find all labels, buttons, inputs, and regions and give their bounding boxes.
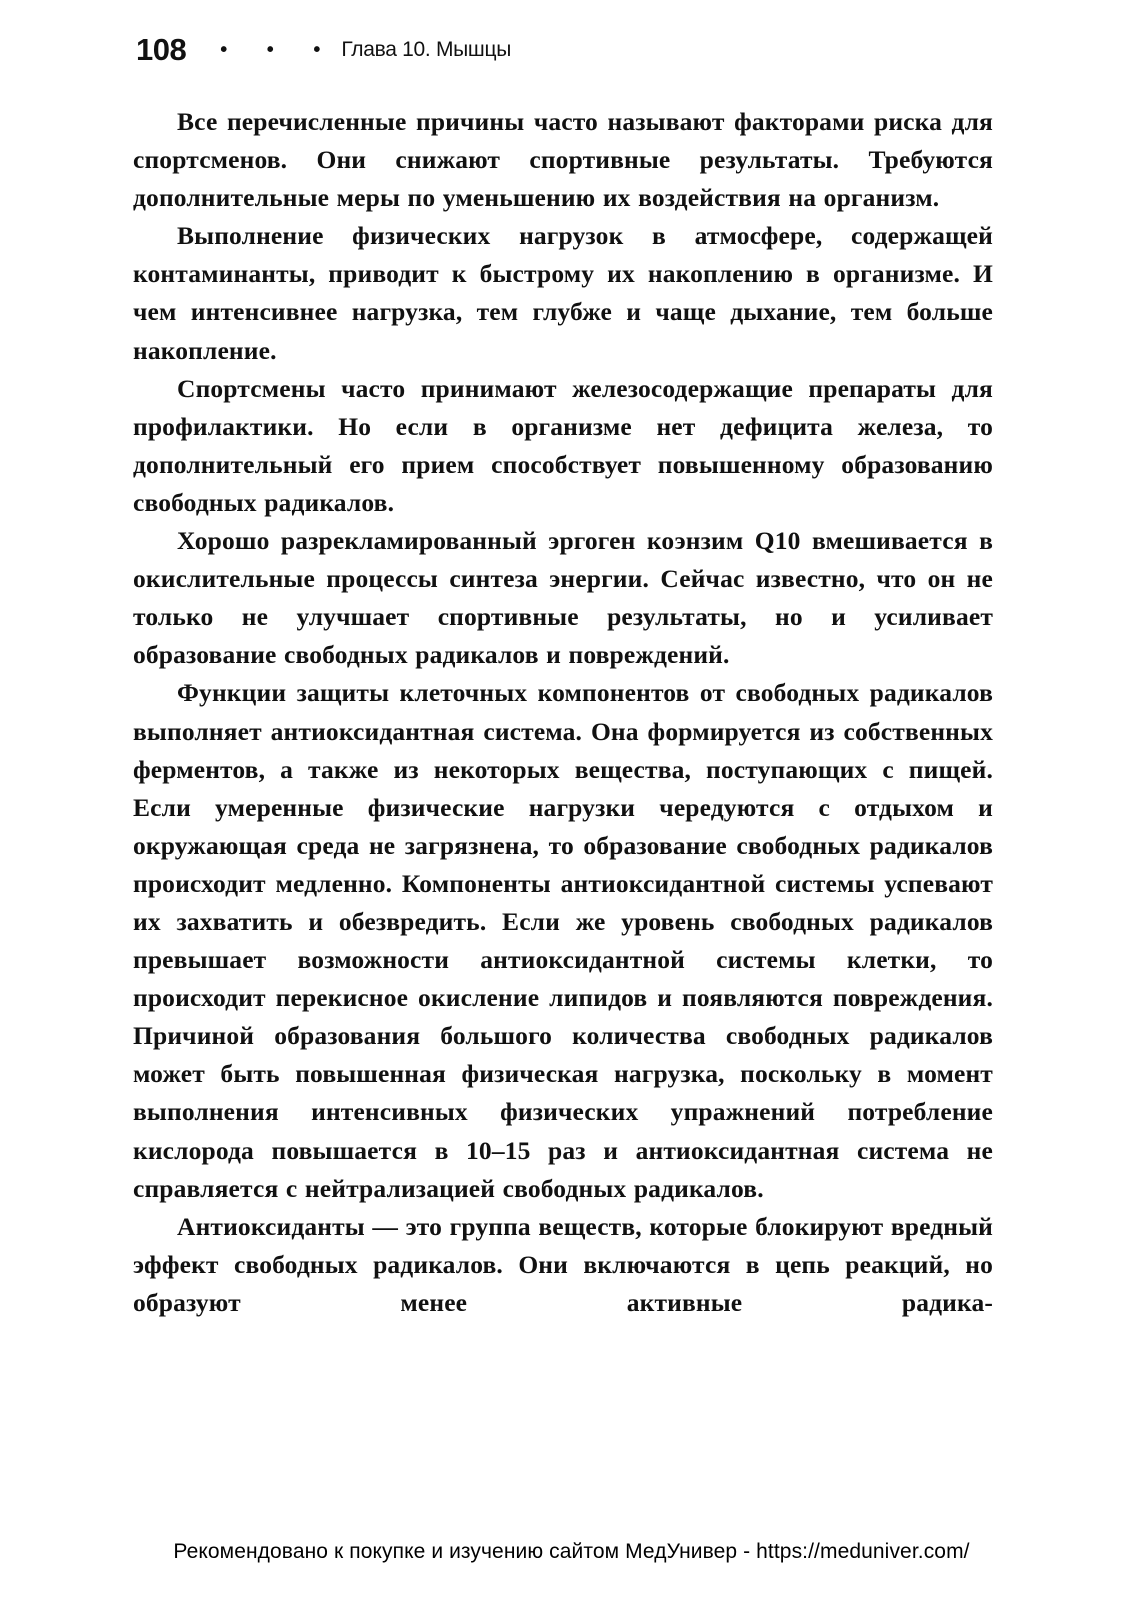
paragraph-contaminants: Выполнение физических нагрузок в атмосфере, содержащей контаминанты, приводит к быстрому их накоплению в организме. И чем интенсивнее нагрузка, тем глубже и чаще дыхание, тем больше накопление.	[133, 221, 993, 365]
paragraph-antioxidants: Антиоксиданты — это группа веществ, которые блокируют вредный эффект свободных радикалов. Они включаются в цепь реакций, но образуют менее активные радика-	[133, 1211, 993, 1317]
paragraph-iron-supplements: Спортсмены часто принимают железосодержащие препараты для профилактики. Но если в организме нет дефицита железа, то дополнительный его прием способствует повышенному образованию свободных радикалов.	[133, 373, 993, 517]
paragraph-coenzyme-q10: Хорошо разрекламированный эргоген коэнзим Q10 вмешивается в окислительные процессы синтеза энергии. Сейчас известно, что он не только не улучшает спортивные результаты, но и усиливает образование свободных радикалов и повреждений.	[133, 526, 993, 670]
paragraph-antioxidant-system: Функции защиты клеточных компонентов от свободных радикалов выполняет антиоксидантная система. Она формируется из собственных ферментов, а также из некоторых вещества, поступающих с пищей. Если умеренные физические нагрузки чередуются с отдыхом и окружающая среда не загрязнена, то образование свободных радикалов происходит медленно. Компоненты антиоксидантной системы успевают их захватить и обезвредить. Если же уровень свободных радикалов превышает возможности антиоксидантной системы клетки, то происходит перекисное окисление липидов и появляются повреждения. Причиной образования большого количества свободных радикалов может быть повышенная физическая нагрузка, поскольку в момент выполнения интенсивных физических упражнений потребление кислорода повышается в 10–15 раз и антиоксидантная система не справляется с нейтрализацией свободных радикалов.	[133, 678, 993, 1203]
chapter-title: Глава 10. Мышцы	[341, 38, 512, 61]
header-bullet-dots: • • •	[220, 38, 338, 61]
paragraph-risk-factors: Все перечисленные причины часто называют факторами риска для спортсменов. Они снижают спортивные результаты. Требуются дополнительные меры по уменьшению их воздействия на организм.	[133, 107, 993, 213]
footer-recommendation: Рекомендовано к покупке и изучению сайтом МедУнивер - https://meduniver.com/	[173, 1540, 970, 1563]
page-number: 108	[136, 32, 187, 67]
running-head	[136, 30, 511, 70]
body-text	[133, 103, 993, 1322]
